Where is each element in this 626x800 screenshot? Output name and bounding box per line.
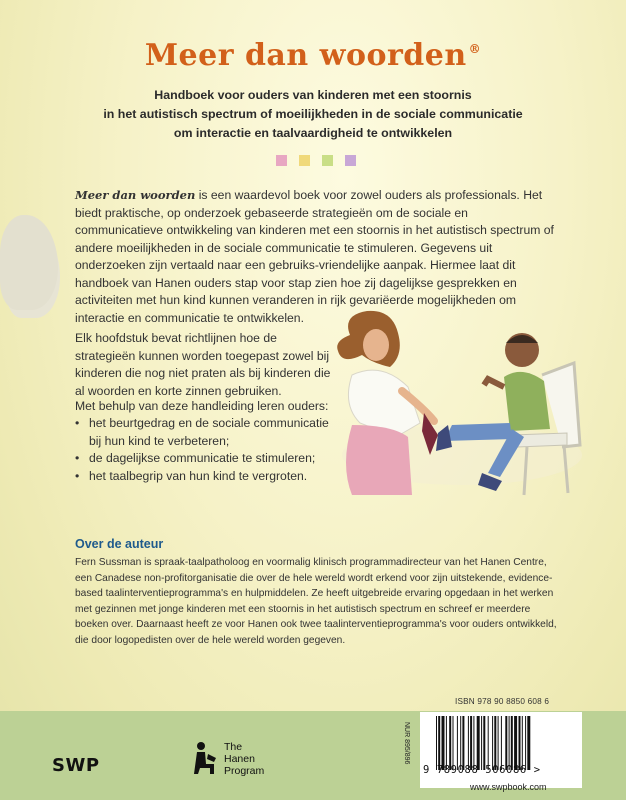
book-title: Meer dan woorden ® — [144, 38, 482, 73]
barcode-bar — [505, 716, 507, 770]
parent-child-illustration — [312, 305, 592, 500]
barcode-bar — [501, 716, 502, 770]
learning-list — [75, 415, 340, 485]
barcode-bar — [511, 716, 513, 770]
hanen-text: The Hanen Program — [224, 741, 265, 777]
subtitle-line-2: in het autistisch spectrum of moeilijkheden in de sociale communicatie — [103, 107, 523, 121]
barcode-bar — [488, 716, 489, 770]
barcode-bar — [468, 716, 469, 770]
barcode-bar — [525, 716, 526, 770]
barcode-bar — [522, 716, 523, 770]
barcode-bar — [492, 716, 493, 770]
barcode-bar — [509, 716, 510, 770]
publisher-logo: SWP — [52, 755, 100, 776]
color-squares — [276, 155, 356, 166]
barcode-bar — [457, 716, 458, 770]
subtitle — [40, 86, 586, 143]
barcode-bar — [473, 716, 474, 770]
barcode-bar — [477, 716, 480, 770]
barcode-bar — [519, 716, 521, 770]
barcode-bar — [483, 716, 485, 770]
website-url: www.swpbook.com — [470, 782, 547, 792]
chapters-paragraph: Elk hoofdstuk bevat richtlijnen hoe de strategieën kunnen worden toegepast zowel bij kinderen die nog niet praten als bij kinderen die al woorden en korte zinnen gebruiken. — [75, 331, 331, 398]
square-pink — [276, 155, 287, 166]
background-blob — [0, 215, 58, 310]
subtitle-line-1: Handboek voor ouders van kinderen met een stoornis — [154, 88, 472, 102]
square-purple — [345, 155, 356, 166]
barcode-bar — [527, 716, 530, 770]
author-bio: Fern Sussman is spraak-taalpatholoog en voormalig klinisch programmadirecteur van het Hanen Centre, een Canadese non-profitorganisatie die over de hele wereld wordt erkend voor zijn uitstekende, evidence-based taalinterventieprogramma's en hulpmiddelen. Ze heeft uitgebreide ervaring opgedaan in het werken met gezinnen met jonge kinderen met een stoornis in het autistisch spectrum en schreef er meerdere boeken over. Daarnaast heeft ze voor Hanen ook twee taalinterventieprogramma's voor ouders ontwikkeld, die door logopedisten over de hele wereld worden gegeven. — [75, 557, 557, 646]
barcode-bar — [436, 716, 437, 770]
barcode-bar — [438, 716, 440, 770]
nur-code: NUR 895/896 — [403, 722, 410, 765]
barcode-bar — [460, 716, 461, 770]
barcode-bar — [446, 716, 447, 770]
barcode-bar — [462, 716, 464, 770]
author-heading: Over de auteur — [75, 537, 164, 551]
list-item: • de dagelijkse communicatie te stimuleren; — [75, 450, 340, 468]
square-yellow — [299, 155, 310, 166]
hanen-logo-icon — [192, 740, 220, 776]
barcode-bar — [481, 716, 482, 770]
isbn-label: ISBN 978 90 8850 608 6 — [455, 697, 550, 706]
list-item: • het beurtgedrag en de sociale communicatie bij hun kind te verbeteren; — [75, 415, 340, 450]
barcode-bar — [470, 716, 472, 770]
square-green — [322, 155, 333, 166]
barcode-bar — [449, 716, 451, 770]
barcode-bar — [498, 716, 499, 770]
guide-intro: Met behulp van deze handleiding leren ouders: — [75, 399, 329, 413]
intro-book-title: Meer dan woorden — [75, 188, 196, 202]
barcode-bar — [442, 716, 445, 770]
barcode-bar — [494, 716, 496, 770]
intro-text: is een waardevol boek voor zowel ouders als professionals. Het biedt praktische, op onderzoek gebaseerde strategieën om de sociale en communicatieve ontwikkeling van kinderen met een stoornis in het autistisch spectrum of andere moeilijkheden in de sociale communicatie te stimuleren. Gegevens uit onderzoeken zijn vertaald naar een gebruiks-vriendelijke aanpak. Hiermee laat dit handboek van Hanen ouders stap voor stap zien hoe zij dagelijkse gesprekken en activiteiten met hun kind kunnen veranderen in rijk gevariëerde mogelijkheden om interactie en communicatie te ontwikkelen. — [75, 188, 554, 325]
list-item: • het taalbegrip van hun kind te vergroten. — [75, 468, 340, 486]
barcode-bar — [514, 716, 517, 770]
subtitle-line-3: om interactie en taalvaardigheid te ontwikkelen — [173, 126, 453, 140]
barcode-digits: 9 789088 506086 > — [423, 764, 541, 776]
barcode-bar — [453, 716, 454, 770]
barcode — [436, 716, 562, 770]
